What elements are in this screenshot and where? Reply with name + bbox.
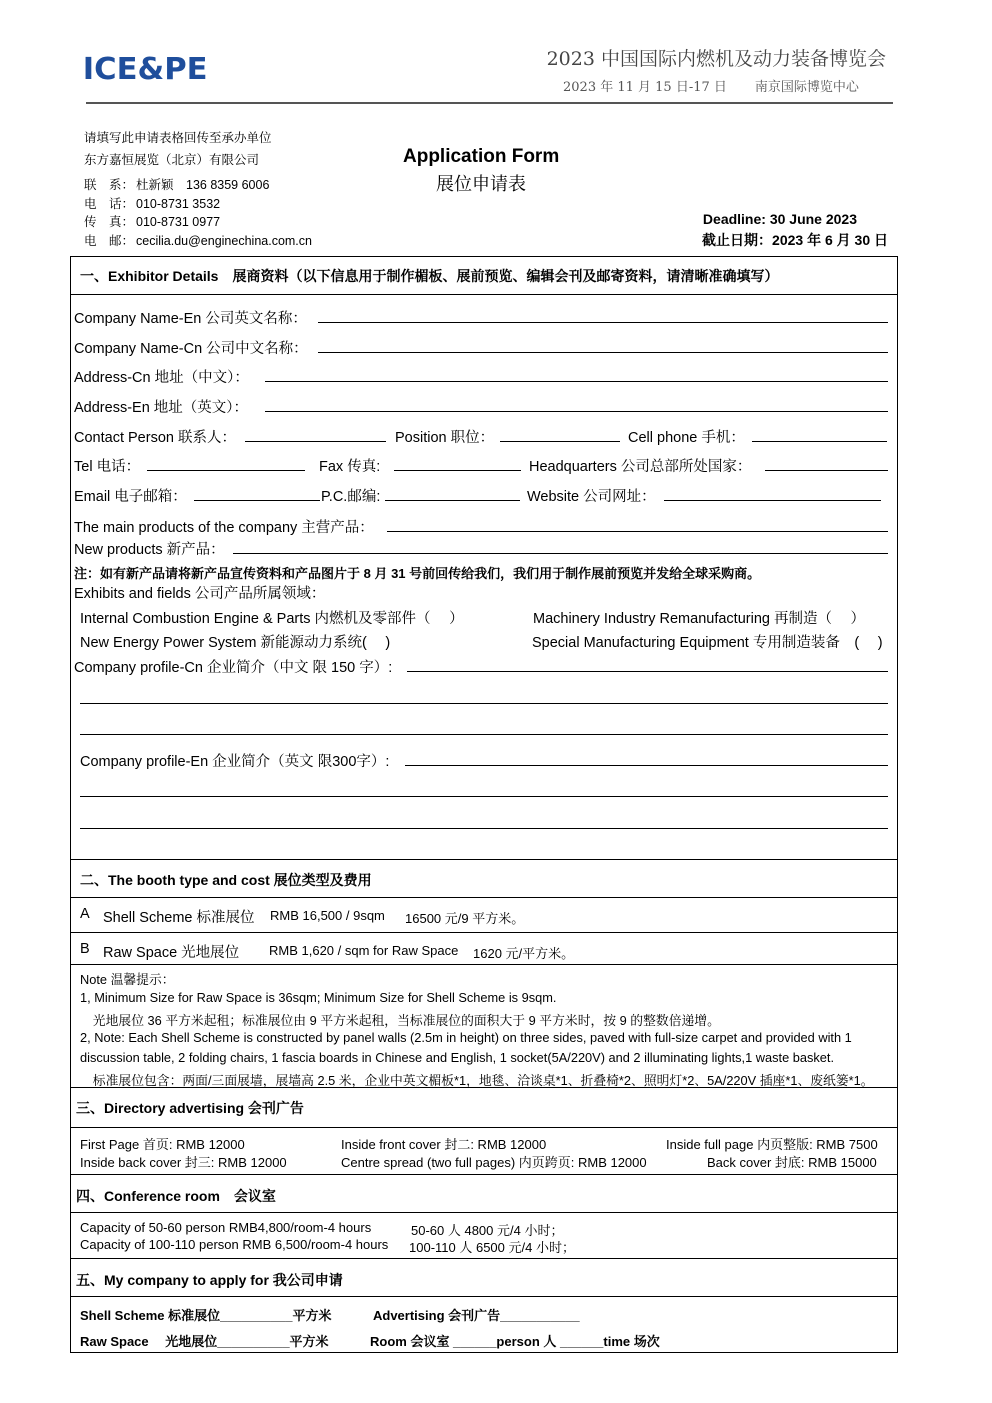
note-2a: 2, Note: Each Shell Scheme is constructed by panel walls (2.5m in height) on three sides, paved with full-size carpet and provided with 1 [80,1030,852,1045]
ad-inside-front: Inside front cover 封二: RMB 12000 [341,1137,547,1152]
ad-centre-spread: Centre spread (two full pages) 内页跨页: RMB 12000 [341,1155,647,1170]
divider [70,964,898,965]
note-2-cn: 标准展位包含：两面/三面展墙，展墙高 2.5 米，企业中英文楣板*1，地毯、洽谈桌*1、折叠椅*2、照明灯*2、5A/220V 插座*1、废纸篓*1。 [80,1073,874,1088]
deadline: Deadline: 30 June 2023 [702,211,857,227]
email-label: Email 电子邮箱： [74,489,187,505]
fax-field[interactable] [394,470,521,471]
option-ice-parts[interactable]: Internal Combustion Engine & Parts 内燃机及零部件（ ） [80,611,464,627]
ad-inside-back: Inside back cover 封三: RMB 12000 [80,1155,287,1170]
option-new-energy[interactable]: New Energy Power System 新能源动力系统( ) [80,635,391,651]
divider [70,1258,898,1259]
row-a-price: RMB 16,500 / 9sqm [270,908,385,923]
divider [70,294,898,295]
position-field[interactable] [500,441,620,442]
conf-capacity-2: Capacity of 100-110 person RMB 6,500/room-4 hours [80,1237,389,1252]
form-title: Application Form [403,146,560,167]
cell-phone-field[interactable] [752,441,887,442]
sender-email [84,231,312,249]
company-en-label: Company Name-En 公司英文名称： [74,311,307,327]
section5-title: 五、My company to apply for 我公司申请 [76,1272,343,1288]
ad-back-cover: Back cover 封底: RMB 15000 [707,1155,877,1170]
tel-label: 电 话： [84,197,135,211]
divider [70,932,898,933]
sender-tel [84,194,220,212]
ad-inside-full: Inside full page 内页整版: RMB 7500 [666,1137,878,1152]
divider [70,859,898,860]
company-cn-label: Company Name-Cn 公司中文名称： [74,341,308,357]
new-products-field[interactable] [233,553,888,554]
section1-title: 一、Exhibitor Details 展商资料（以下信息用于制作楣板、展前预览、编辑会刊及邮寄资料，请清晰准确填写） [80,268,779,284]
contact-label: 联 系： [84,178,135,192]
note-title: Note 温馨提示： [80,972,175,987]
divider [70,897,898,898]
divider [70,1212,898,1213]
profile-en-label: Company profile-En 企业简介（英文 限300字）: [80,754,390,770]
address-cn-field[interactable] [265,381,888,382]
profile-en-field[interactable] [80,796,888,797]
new-products-note: 注：如有新产品请将新产品宣传资料和产品图片于 8 月 31 号前回传给我们，我们用于制作展前预览并发给全球采购商。 [74,566,761,581]
row-a-letter: A [80,906,90,922]
fax-label: Fax 传真: [319,459,381,475]
address-cn-label: Address-Cn 地址（中文）： [74,370,249,386]
row-b-price-cn: 1620 元/平方米。 [473,946,575,961]
conf-capacity-2-cn: 100-110 人 6500 元/4 小时； [409,1240,575,1255]
sender-line2: 东方嘉恒展览（北京）有限公司 [84,153,260,167]
contact-person-label: Contact Person 联系人： [74,430,236,446]
tel-label: Tel 电话： [74,459,141,475]
contact-value: 杜新颖 136 8359 6006 [136,178,270,192]
address-en-field[interactable] [265,411,888,412]
row-b-price: RMB 1,620 / sqm for Raw Space [269,943,459,958]
address-en-label: Address-En 地址（英文）： [74,400,249,416]
form-title-cn: 展位申请表 [436,174,526,194]
profile-en-field[interactable] [405,765,888,766]
sender-fax [84,212,220,230]
email-value: cecilia.du@enginechina.com.cn [136,234,312,248]
company-en-field[interactable] [318,322,888,323]
row-b-letter: B [80,941,90,957]
tel-field[interactable] [147,470,305,471]
section4-title: 四、Conference room 会议室 [76,1188,276,1204]
profile-cn-field[interactable] [80,703,888,704]
apply-advertising[interactable]: Advertising 会刊广告___________ [373,1308,580,1323]
fax-value: 010-8731 0977 [136,215,221,229]
divider [70,1174,898,1175]
header-divider [86,102,893,104]
ad-first-page: First Page 首页: RMB 12000 [80,1137,245,1152]
event-title: 2023 中国国际内燃机及动力装备博览会 [546,48,886,70]
headquarters-field[interactable] [765,470,888,471]
section3-title: 三、Directory advertising 会刊广告 [76,1100,304,1116]
email-field[interactable] [194,500,320,501]
contact-person-field[interactable] [245,441,386,442]
event-date: 2023 年 11 月 15 日-17 日 [563,80,727,95]
main-products-label: The main products of the company 主营产品： [74,520,374,536]
new-products-label: New products 新产品： [74,542,225,558]
tel-value: 010-8731 3532 [136,197,221,211]
sender-line1: 请填写此申请表格回传至承办单位 [84,131,272,145]
profile-cn-field[interactable] [80,734,888,735]
profile-cn-field[interactable] [407,671,888,672]
note-2b: discussion table, 2 folding chairs, 1 fascia boards in Chinese and English, 1 socket(5A/220V) and 2 illuminating lights,1 waste basket. [80,1050,835,1065]
profile-cn-label: Company profile-Cn 企业简介（中文 限 150 字）: [74,660,393,676]
website-field[interactable] [664,500,881,501]
option-remanufacturing[interactable]: Machinery Industry Remanufacturing 再制造（ ） [533,611,865,627]
note-1: 1, Minimum Size for Raw Space is 36sqm; Minimum Size for Shell Scheme is 9sqm. [80,990,557,1005]
apply-room[interactable]: Room 会议室 ______person 人 ______time 场次 [370,1334,660,1349]
company-cn-field[interactable] [318,352,888,353]
ice-pe-logo: ICE&PE [82,52,208,87]
email-label: 电 邮： [84,234,135,248]
headquarters-label: Headquarters 公司总部所处国家： [529,459,752,475]
pc-label: P.C.邮编: [321,489,381,505]
fax-label: 传 真： [84,215,135,229]
cell-phone-label: Cell phone 手机： [628,430,745,446]
note-1-cn: 光地展位 36 平方米起租；标准展位由 9 平方米起租，当标准展位的面积大于 9 平方米时，按 9 的整数倍递增。 [80,1013,720,1028]
row-b-label: Raw Space 光地展位 [103,945,240,961]
position-label: Position 职位： [395,430,495,446]
option-special-equipment[interactable]: Special Manufacturing Equipment 专用制造装备 ( ) [532,635,883,651]
divider [70,1296,898,1297]
pc-field[interactable] [385,500,520,501]
event-info [563,76,887,95]
apply-raw-space[interactable]: Raw Space 光地展位__________平方米 [80,1334,329,1349]
conf-capacity-1: Capacity of 50-60 person RMB4,800/room-4 hours [80,1220,372,1235]
row-a-label: Shell Scheme 标准展位 [103,910,255,926]
divider [70,1127,898,1128]
row-a-price-cn: 16500 元/9 平方米。 [405,911,525,926]
exhibits-fields-label: Exhibits and fields 公司产品所属领域： [74,586,326,602]
apply-shell-scheme[interactable]: Shell Scheme 标准展位__________平方米 [80,1308,332,1323]
deadline-cn: 截止日期：2023 年 6 月 30 日 [702,232,888,248]
website-label: Website 公司网址： [527,489,656,505]
sender-contact [84,175,269,193]
conf-capacity-1-cn: 50-60 人 4800 元/4 小时； [411,1223,564,1238]
event-venue: 南京国际博览中心 [754,80,859,95]
section2-title: 二、The booth type and cost 展位类型及费用 [80,872,372,888]
profile-en-field[interactable] [80,828,888,829]
main-products-field[interactable] [387,531,888,532]
